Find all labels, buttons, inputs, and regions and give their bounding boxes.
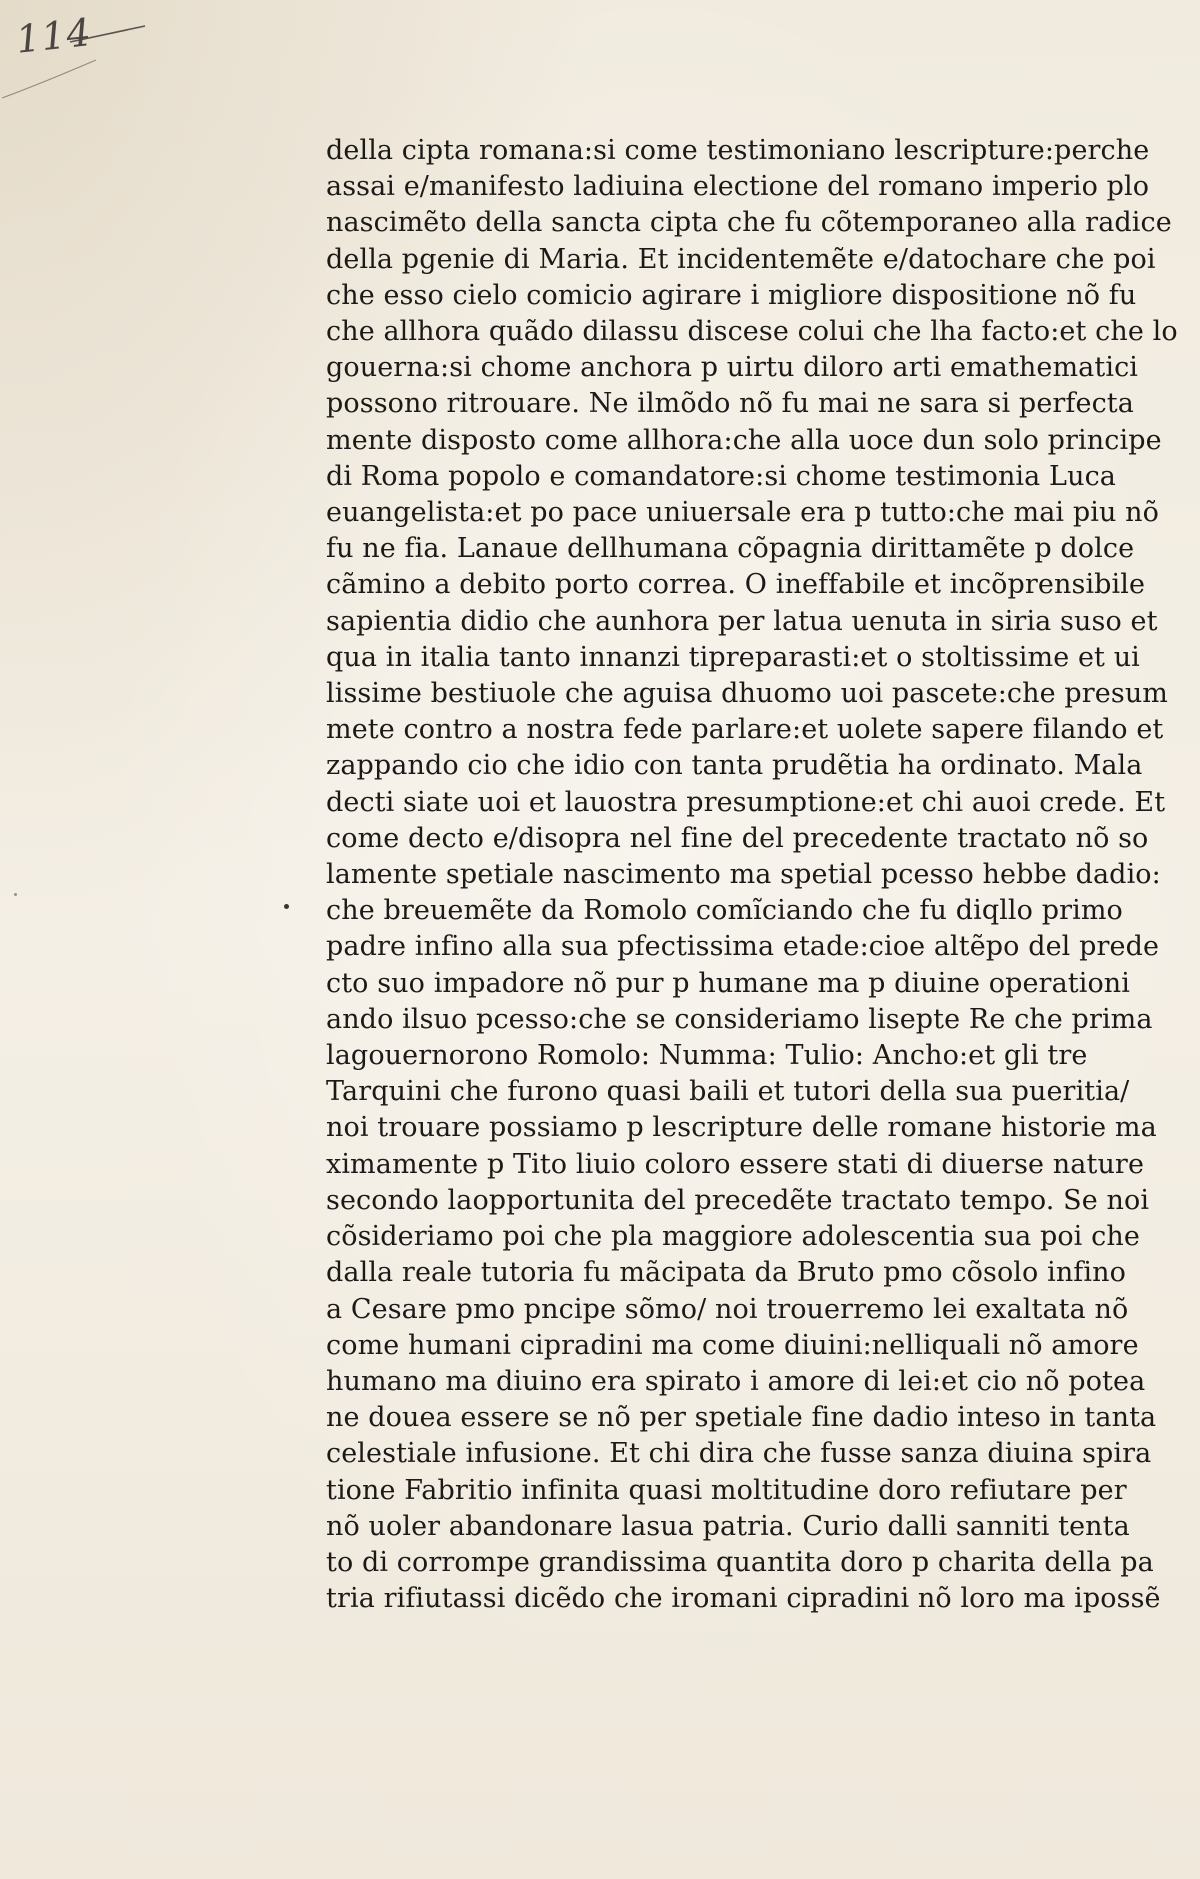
text-line: euangelista:et po pace uniuersale era p tutto:che mai piu nõ: [326, 497, 1159, 529]
text-line: cõsideriamo poi che pla maggiore adolescentia sua poi che: [326, 1221, 1140, 1253]
text-line: lissime bestiuole che aguisa dhuomo uoi pascete:che presum: [326, 678, 1169, 710]
text-line: mente disposto come allhora:che alla uoce dun solo principe: [326, 424, 1162, 456]
text-line: tria rifiutassi dicẽdo che iromani cipradini nõ loro ma ipossẽ: [326, 1583, 1161, 1615]
text-line: ximamente p Tito liuio coloro essere stati di diuerse nature: [326, 1148, 1145, 1180]
text-line: che breuemẽte da Romolo comĩciando che fu diqllo primo: [326, 895, 1123, 927]
text-line: come decto e/disopra nel fine del precedente tractato nõ so: [326, 822, 1149, 854]
text-line: to di corrompe grandissima quantita doro p charita della pa: [326, 1546, 1154, 1578]
text-line: nõ uoler abandonare lasua patria. Curio dalli sanniti tenta: [326, 1510, 1130, 1542]
text-line: ne douea essere se nõ per spetiale fine dadio inteso in tanta: [326, 1402, 1157, 1434]
text-line: possono ritrouare. Ne ilmõdo nõ fu mai ne sara si perfecta: [326, 388, 1134, 420]
text-line: che esso cielo comicio agirare i migliore dispositione nõ fu: [326, 279, 1137, 311]
text-line: della cipta romana:si come testimoniano lescripture:perche: [326, 135, 1150, 166]
text-line: gouerna:si chome anchora p uirtu diloro arti emathematici: [326, 352, 1139, 384]
text-line: che allhora quãdo dilassu discese colui che lha facto:et che lo: [326, 316, 1178, 348]
text-line: lamente spetiale nascimento ma spetial pcesso hebbe dadio:: [326, 859, 1161, 891]
text-line: dalla reale tutoria fu mãcipata da Bruto pmo cõsolo infino: [326, 1257, 1126, 1289]
text-line: tione Fabritio infinita quasi moltitudine doro refiutare per: [326, 1474, 1127, 1506]
body-text: [326, 133, 1178, 1617]
text-line: qua in italia tanto innanzi tipreparasti:et o stoltissime et ui: [326, 641, 1140, 673]
text-line: zappando cio che idio con tanta prudẽtia ha ordinato. Mala: [326, 750, 1143, 782]
text-line: cto suo impadore nõ pur p humane ma p diuine operationi: [326, 967, 1131, 999]
text-line: ando ilsuo pcesso:che se consideriamo lisepte Re che prima: [326, 1003, 1153, 1035]
text-line: della pgenie di Maria. Et incidentemẽte e/datochare che poi: [326, 243, 1156, 275]
ink-spot: [14, 893, 17, 896]
text-line: sapientia didio che aunhora per latua uenuta in siria suso et: [326, 605, 1158, 637]
text-line: padre infino alla sua pfectissima etade:cioe altẽpo del prede: [326, 931, 1160, 963]
text-line: secondo laopportunita del precedẽte tractato tempo. Se noi: [326, 1184, 1150, 1216]
text-line: Tarquini che furono quasi baili et tutori della sua pueritia/: [326, 1076, 1130, 1108]
text-line: mete contro a nostra fede parlare:et uolete sapere filando et: [326, 714, 1164, 746]
text-line: come humani cipradini ma come diuini:nelliquali nõ amore: [326, 1329, 1139, 1361]
text-line: cãmino a debito porto correa. O ineffabile et incõprensibile: [326, 569, 1146, 601]
text-line: humano ma diuino era spirato i amore di lei:et cio nõ potea: [326, 1365, 1146, 1397]
ink-spot: [284, 904, 289, 909]
text-line: lagouernorono Romolo: Numma: Tulio: Ancho:et gli tre: [326, 1040, 1088, 1072]
text-line: noi trouare possiamo p lescripture delle romane historie ma: [326, 1112, 1157, 1144]
text-line: a Cesare pmo pncipe sõmo/ noi trouerremo lei exaltata nõ: [326, 1293, 1129, 1325]
text-line: decti siate uoi et lauostra presumptione:et chi auoi crede. Et: [326, 786, 1166, 818]
text-line: celestiale infusione. Et chi dira che fusse sanza diuina spira: [326, 1438, 1152, 1470]
text-line: di Roma popolo e comandatore:si chome testimonia Luca: [326, 460, 1116, 492]
text-line: fu ne fia. Lanaue dellhumana cõpagnia dirittamẽte p dolce: [326, 533, 1135, 565]
text-line: assai e/manifesto ladiuina electione del romano imperio plo: [326, 171, 1150, 203]
text-line: nascimẽto della sancta cipta che fu cõtemporaneo alla radice: [326, 207, 1172, 239]
folio-number: 114: [14, 10, 94, 62]
